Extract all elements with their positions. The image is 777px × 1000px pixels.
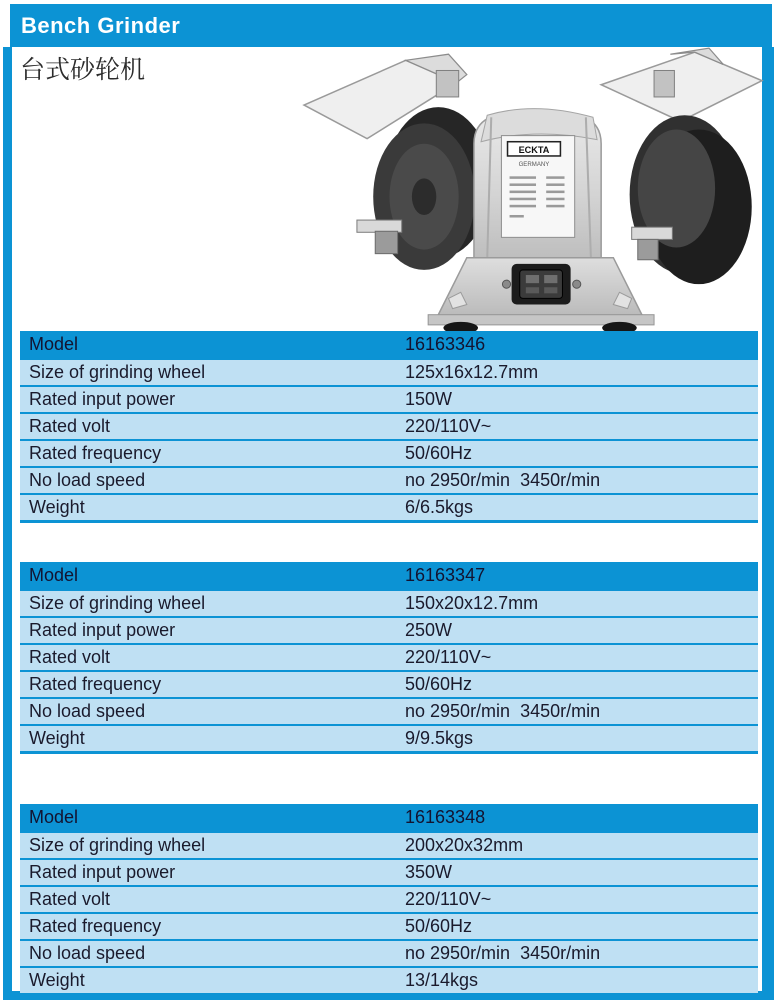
spec-label: Size of grinding wheel	[29, 593, 206, 613]
table-row	[20, 589, 758, 616]
spec-label: Weight	[29, 970, 85, 990]
table-row	[20, 670, 758, 697]
spec-table-16163346	[20, 331, 758, 523]
spec-value: 16163347	[405, 565, 486, 585]
spec-value: no 2950r/min 3450r/min	[405, 470, 601, 490]
spec-label: Rated input power	[29, 620, 176, 640]
brand-sublabel: GERMANY	[518, 161, 550, 169]
spec-label: Rated volt	[29, 647, 111, 667]
spec-label: Rated frequency	[29, 674, 162, 694]
spec-value: 250W	[405, 620, 453, 640]
spec-label: Rated input power	[29, 862, 176, 882]
table-row	[20, 966, 758, 993]
spec-label: Rated frequency	[29, 443, 162, 463]
spec-value: 50/60Hz	[405, 674, 473, 694]
spec-value: 9/9.5kgs	[405, 728, 474, 748]
spec-table-16163348	[20, 804, 758, 996]
spec-value: no 2950r/min 3450r/min	[405, 943, 601, 963]
table-row	[20, 858, 758, 885]
spec-value: 220/110V~	[405, 889, 492, 909]
spec-value: 16163348	[405, 807, 486, 827]
spec-value: 200x20x32mm	[405, 835, 524, 855]
spec-value: 16163346	[405, 334, 486, 354]
spec-label: Rated volt	[29, 889, 111, 909]
table-row	[20, 912, 758, 939]
spec-label: Model	[29, 565, 79, 585]
table-row	[20, 385, 758, 412]
table-row	[20, 697, 758, 724]
table-row	[20, 466, 758, 493]
right-eye-shield	[601, 48, 762, 121]
table-row	[20, 885, 758, 912]
spec-label: No load speed	[29, 701, 146, 721]
table-row	[20, 616, 758, 643]
spec-value: 350W	[405, 862, 453, 882]
spec-value: 125x16x12.7mm	[405, 362, 539, 382]
bench-grinder-photo	[295, 42, 775, 332]
spec-label: Rated volt	[29, 416, 111, 436]
brand-label: ECKTA	[518, 144, 550, 155]
motor-housing	[474, 109, 601, 261]
spec-value: no 2950r/min 3450r/min	[405, 701, 601, 721]
spec-value: 150W	[405, 389, 453, 409]
right-grinding-wheel	[630, 115, 752, 284]
spec-label: Weight	[29, 728, 85, 748]
spec-label: Rated frequency	[29, 916, 162, 936]
table-header-row	[20, 331, 758, 358]
spec-label: No load speed	[29, 943, 146, 963]
spec-label: Size of grinding wheel	[29, 835, 206, 855]
page-subtitle-chinese: 台式砂轮机	[20, 56, 146, 84]
spec-label: Rated input power	[29, 389, 176, 409]
table-row	[20, 493, 758, 520]
table-row	[20, 439, 758, 466]
left-border-strip	[3, 47, 12, 1000]
table-row	[20, 939, 758, 966]
table-row	[20, 724, 758, 751]
spec-label: Model	[29, 807, 79, 827]
spec-label: Model	[29, 334, 79, 354]
spec-label: Size of grinding wheel	[29, 362, 206, 382]
page-title: Bench Grinder	[10, 4, 772, 47]
spec-value: 50/60Hz	[405, 916, 473, 936]
table-row	[20, 831, 758, 858]
spec-value: 13/14kgs	[405, 970, 479, 990]
spec-table-16163347	[20, 562, 758, 754]
table-row	[20, 412, 758, 439]
spec-value: 150x20x12.7mm	[405, 593, 539, 613]
spec-label: Weight	[29, 497, 85, 517]
spec-value: 50/60Hz	[405, 443, 473, 463]
table-header-row	[20, 804, 758, 831]
spec-value: 220/110V~	[405, 416, 492, 436]
power-switch	[502, 264, 580, 305]
table-header-row	[20, 562, 758, 589]
table-row	[20, 358, 758, 385]
spec-value: 6/6.5kgs	[405, 497, 474, 517]
spec-label: No load speed	[29, 470, 146, 490]
spec-value: 220/110V~	[405, 647, 492, 667]
table-row	[20, 643, 758, 670]
